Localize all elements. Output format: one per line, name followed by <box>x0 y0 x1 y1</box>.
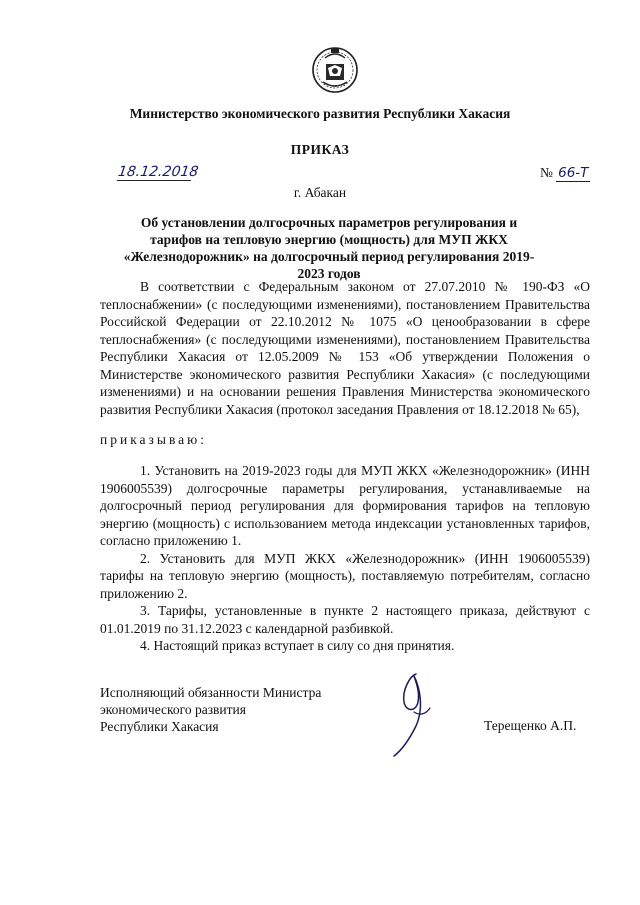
handwritten-signature-icon <box>380 668 446 760</box>
signatory-block <box>100 684 380 735</box>
number-prefix: № <box>540 165 553 180</box>
order-word: приказываю: <box>100 432 207 447</box>
document-type: ПРИКАЗ <box>290 142 350 157</box>
order-title: Об установлении долгосрочных параметров регулирования и тарифов на тепловую энергию (мощность) для МУП ЖКХ «Железнодорожник» на долгосрочный период регулирования 2019-2023 годов <box>123 215 535 281</box>
order-date: 18.12.2018 <box>116 164 200 180</box>
signatory-title-line: Республики Хакасия <box>100 719 219 734</box>
order-item: 3. Тарифы, установленные в пункте 2 настоящего приказа, действуют с 01.01.2019 по 31.12.2023 с календарной разбивкой. <box>100 603 590 636</box>
city: г. Абакан <box>293 185 347 200</box>
order-item: 4. Настоящий приказ вступает в силу со дня принятия. <box>140 638 455 653</box>
order-items <box>100 462 590 655</box>
signer-name: Терещенко А.П. <box>484 718 577 733</box>
order-item: 1. Установить на 2019-2023 годы для МУП ЖКХ «Железнодорожник» (ИНН 1906005539) долгосрочные параметры регулирования, устанавливаемые на долгосрочный период регулирования для формирования тарифов на тепловую энергию (мощность) с использованием метода индексации установленных тарифов, согласно приложению 1. <box>100 463 590 548</box>
order-number <box>540 165 590 182</box>
coat-of-arms-icon <box>311 44 359 96</box>
signatory-title-line: экономического развития <box>100 702 246 717</box>
ministry-name: Министерство экономического развития Республики Хакасия <box>129 106 511 121</box>
number-value: 66-Т <box>558 165 589 181</box>
preamble-paragraph: В соответствии с Федеральным законом от 27.07.2010 № 190-ФЗ «О теплоснабжении» (с последующими изменениями), постановлением Правительства Российской Федерации от 22.10.2012 № 1075 «О ценообразовании в сфере теплоснабжения» (с последующими изменениями), постановлением Правительства Республики Хакасия от 12.05.2009 № 153 «Об утверждении Положения о Министерстве экономического развития Республики Хакасия» (с последующими изменениями) и на основании решения Правления Министерства экономического развития Республики Хакасия (протокол заседания Правления от 18.12.2018 № 65), <box>100 279 590 417</box>
order-item: 2. Установить для МУП ЖКХ «Железнодорожник» (ИНН 1906005539) тарифы на тепловую энергию (мощность), поставляемую потребителям, согласно приложению 2. <box>100 550 590 601</box>
signatory-title-line: Исполняющий обязанности Министра <box>100 685 322 700</box>
